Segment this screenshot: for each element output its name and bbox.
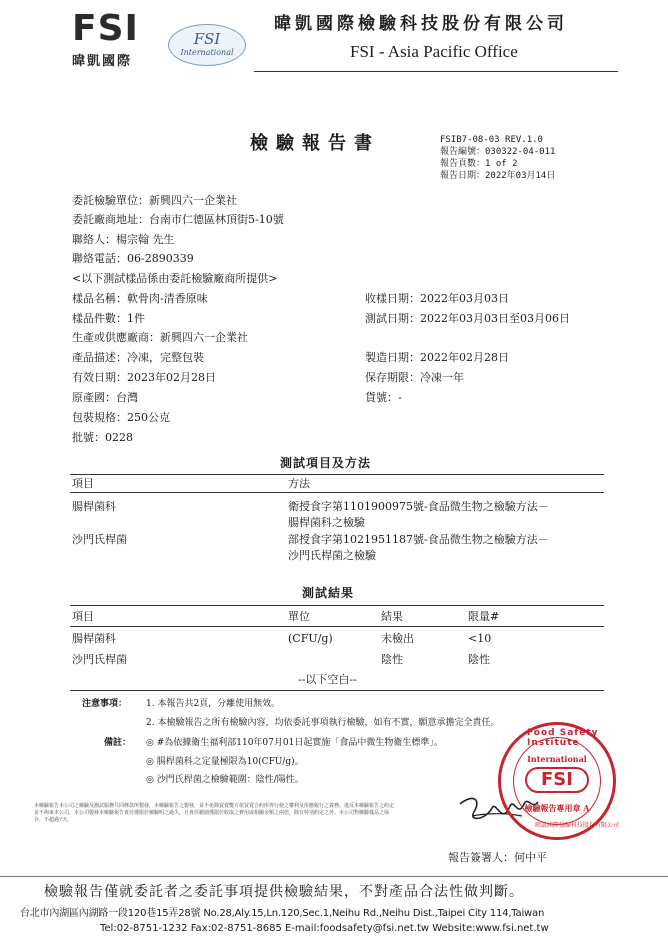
expiry-date: 有效日期：2023年02月28日 bbox=[72, 371, 216, 384]
manufacturer: 生產或供應廠商：新興四六一企業社 bbox=[72, 331, 248, 344]
footer-disclaimer: 檢驗報告僅就委託者之委託事項提供檢驗結果，不對產品合法性做判斷。 bbox=[44, 884, 524, 900]
official-stamp bbox=[498, 722, 620, 840]
footer-contact: Tel:02-8751-1232 Fax:02-8751-8685 E-mail:foodsafety@fsi.net.tw Website:www.fsi.net.tw bbox=[100, 923, 549, 934]
footer-address: 台北市內湖區內湖路一段120巷15弄28號 No.28,Aly.15,Ln.120,Sec.1,Neihu Rd.,Neihu Dist.,Taipei City 114,Taiwan bbox=[20, 908, 545, 919]
results-header-rule bbox=[70, 626, 604, 627]
result-row-limit: <10 bbox=[468, 632, 492, 645]
company-name: 暐凱國際檢驗科技股份有限公司 bbox=[274, 14, 568, 34]
logo-subtitle: 暐凱國際 bbox=[72, 54, 133, 69]
method-row-item: 沙門氏桿菌 bbox=[72, 533, 127, 546]
sample-count: 樣品件數：1件 bbox=[72, 312, 145, 325]
contact-person: 聯絡人：楊宗翰 先生 bbox=[72, 233, 175, 246]
batch-number: 批號：0228 bbox=[72, 431, 133, 444]
methods-header-rule bbox=[70, 492, 604, 493]
client-address: 委託廠商地址：台南市仁德區林頂街5-10號 bbox=[72, 213, 284, 226]
report-number: 報告編號：030322-04-011 bbox=[440, 147, 556, 157]
result-row-limit: 陰性 bbox=[468, 653, 490, 666]
remark-3: ◎ 沙門氏桿菌之檢驗範圍：陰性/陽性。 bbox=[146, 775, 304, 785]
stamp-company: 暐凱國際檢驗科技股份有限公司 bbox=[535, 822, 620, 829]
stamp-fsi: FSI bbox=[525, 767, 589, 793]
package-spec: 包裝規格：250公克 bbox=[72, 411, 170, 424]
results-col-item: 項目 bbox=[72, 610, 94, 623]
methods-title: 測試項目及方法 bbox=[280, 456, 372, 470]
results-col-limit: 限量# bbox=[468, 610, 500, 623]
sample-note: <以下測試樣品係由委託檢驗廠商所提供> bbox=[72, 272, 278, 285]
item-number: 貨號：- bbox=[365, 391, 402, 404]
sample-name: 樣品名稱：軟骨肉-清香原味 bbox=[72, 292, 208, 305]
badge-fsi: FSI bbox=[193, 30, 221, 48]
contact-phone: 聯絡電話：06-2890339 bbox=[72, 252, 194, 265]
methods-top-rule bbox=[70, 474, 604, 475]
badge-international: International bbox=[180, 48, 234, 57]
methods-col-method: 方法 bbox=[288, 477, 310, 490]
method-row-item: 腸桿菌科 bbox=[72, 500, 116, 513]
result-row-value: 未檢出 bbox=[381, 632, 414, 645]
storage-period: 保存期限：冷凍一年 bbox=[365, 371, 464, 384]
result-row-unit: (CFU/g) bbox=[288, 632, 333, 645]
stamp-label: 檢驗報告專用章 A bbox=[524, 803, 590, 813]
header-divider bbox=[254, 71, 618, 72]
international-badge bbox=[168, 24, 246, 66]
note-2: 2. 本檢驗報告之所有檢驗內容，均依委託事項執行檢驗，如有不實，願意承擔完全責任。 bbox=[146, 718, 500, 728]
remark-1: ◎ #為依據衛生福利部110年07月01日起實施「食品中微生物衛生標準」。 bbox=[146, 738, 443, 748]
remarks-label: 備註： bbox=[104, 738, 132, 748]
report-pages: 報告頁數：1 of 2 bbox=[440, 159, 518, 169]
result-row-value: 陰性 bbox=[381, 653, 403, 666]
office-name: FSI - Asia Pacific Office bbox=[350, 42, 518, 61]
result-row-item: 腸桿菌科 bbox=[72, 632, 116, 645]
product-description: 產品描述：冷凍，完整包裝 bbox=[72, 351, 204, 364]
result-row-item: 沙門氏桿菌 bbox=[72, 653, 127, 666]
report-title: 檢驗報告書 bbox=[250, 133, 380, 154]
test-date: 測試日期：2022年03月03日至03月06日 bbox=[365, 312, 570, 325]
note-1: 1. 本報告共2頁，分離使用無效。 bbox=[146, 699, 281, 709]
signer: 報告簽署人：何中平 bbox=[448, 851, 547, 864]
methods-col-item: 項目 bbox=[72, 477, 94, 490]
method-row-text: 沙門氏桿菌之檢驗 bbox=[288, 549, 376, 562]
terms-small-print: 本檢驗報告本公司之檢驗及測試服務共同條款所製發，本檢驗報告之製發，並不免除買賣雙方依買賣合約所得行使之權利及所應履行之義務。違反本檢驗報告之約定並不拘束本公司。本公司製發本檢驗報告責任僅限於檢驗明之過失，且責任範圍僅限於收取之費用或相關金額之兩倍，除有特別約定之外。本公司對檢驗樣品之保存，不超過7天。 bbox=[34, 803, 395, 823]
results-top-rule bbox=[70, 605, 604, 606]
form-number: FSIB7-08-03 REV.1.0 bbox=[440, 135, 543, 145]
origin-country: 原產國：台灣 bbox=[72, 391, 138, 404]
results-col-unit: 單位 bbox=[288, 610, 310, 623]
report-info bbox=[440, 134, 555, 182]
remark-2: ◎ 腸桿菌科之定量極限為10(CFU/g)。 bbox=[146, 757, 304, 767]
logo-fsi-text: FSI bbox=[72, 8, 139, 49]
blank-marker: --以下空白-- bbox=[298, 673, 357, 686]
method-row-text: 部授食字第1021951187號-食品微生物之檢驗方法－ bbox=[288, 533, 549, 546]
manufacture-date: 製造日期：2022年02月28日 bbox=[365, 351, 509, 364]
notes-label: 注意事項： bbox=[82, 699, 128, 709]
results-col-result: 結果 bbox=[381, 610, 403, 623]
stamp-international: International bbox=[527, 754, 587, 764]
received-date: 收樣日期：2022年03月03日 bbox=[365, 292, 509, 305]
footer-rule bbox=[0, 876, 668, 877]
report-date: 報告日期：2022年03月14日 bbox=[440, 171, 556, 181]
results-bottom-rule bbox=[70, 690, 604, 691]
results-title: 測試結果 bbox=[302, 586, 355, 600]
company-logo bbox=[72, 10, 152, 72]
client-unit: 委託檢驗單位：新興四六一企業社 bbox=[72, 194, 237, 207]
method-row-text: 衛授食字第1101900975號-食品微生物之檢驗方法－ bbox=[288, 500, 549, 513]
stamp-ring-text: Food Safety Institute bbox=[527, 728, 599, 748]
method-row-text: 腸桿菌科之檢驗 bbox=[288, 516, 365, 529]
